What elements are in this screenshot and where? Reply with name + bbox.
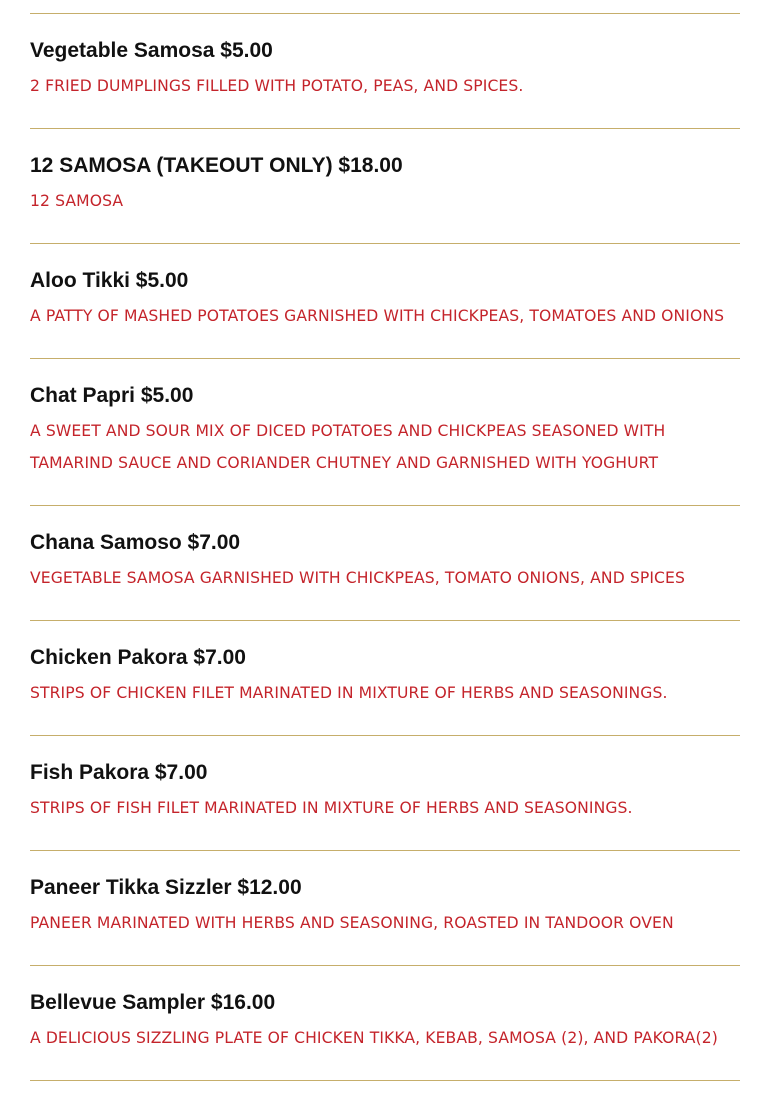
menu-item-description: STRIPS OF CHICKEN FILET MARINATED IN MIXTURE OF HERBS AND SEASONINGS.: [30, 684, 668, 702]
menu-item-title: Aloo Tikki $5.00: [30, 269, 189, 292]
menu-item-12-samosa: [30, 129, 740, 244]
menu-item-title: Vegetable Samosa $5.00: [30, 39, 273, 62]
menu-item-description: A SWEET AND SOUR MIX OF DICED POTATOES AND CHICKPEAS SEASONED WITH TAMARIND SAUCE AND CORIANDER CHUTNEY AND GARNISHED WITH YOGHURT: [30, 422, 666, 472]
menu-item-title: Paneer Tikka Sizzler $12.00: [30, 876, 302, 899]
menu-item-description: VEGETABLE SAMOSA GARNISHED WITH CHICKPEAS, TOMATO ONIONS, AND SPICES: [30, 569, 685, 587]
menu-item-description: A PATTY OF MASHED POTATOES GARNISHED WITH CHICKPEAS, TOMATOES AND ONIONS: [30, 307, 725, 325]
menu-item-vegetable-samosa: [30, 14, 740, 129]
menu-item-title: Chana Samoso $7.00: [30, 531, 241, 554]
menu-item-title: Bellevue Sampler $16.00: [30, 991, 276, 1014]
menu-item-chana-samoso: [30, 506, 740, 621]
menu-item-description: STRIPS OF FISH FILET MARINATED IN MIXTURE OF HERBS AND SEASONINGS.: [30, 799, 633, 817]
menu-item-title: Chat Papri $5.00: [30, 384, 194, 407]
menu-item-description: PANEER MARINATED WITH HERBS AND SEASONING, ROASTED IN TANDOOR OVEN: [30, 914, 674, 932]
menu-item-chat-papri: [30, 359, 740, 506]
menu-item-paneer-tikka-sizzler: [30, 851, 740, 966]
menu-item-title: 12 SAMOSA (TAKEOUT ONLY) $18.00: [30, 154, 403, 177]
menu-item-bellevue-sampler: [30, 966, 740, 1081]
menu-list: [30, 13, 740, 1081]
menu-item-description: A DELICIOUS SIZZLING PLATE OF CHICKEN TIKKA, KEBAB, SAMOSA (2), AND PAKORA(2): [30, 1029, 718, 1047]
menu-item-description: 12 SAMOSA: [30, 192, 124, 210]
menu-item-description: 2 FRIED DUMPLINGS FILLED WITH POTATO, PEAS, AND SPICES.: [30, 77, 524, 95]
menu-item-title: Fish Pakora $7.00: [30, 761, 208, 784]
menu-item-title: Chicken Pakora $7.00: [30, 646, 246, 669]
menu-item-aloo-tikki: [30, 244, 740, 359]
menu-item-fish-pakora: [30, 736, 740, 851]
menu-item-chicken-pakora: [30, 621, 740, 736]
